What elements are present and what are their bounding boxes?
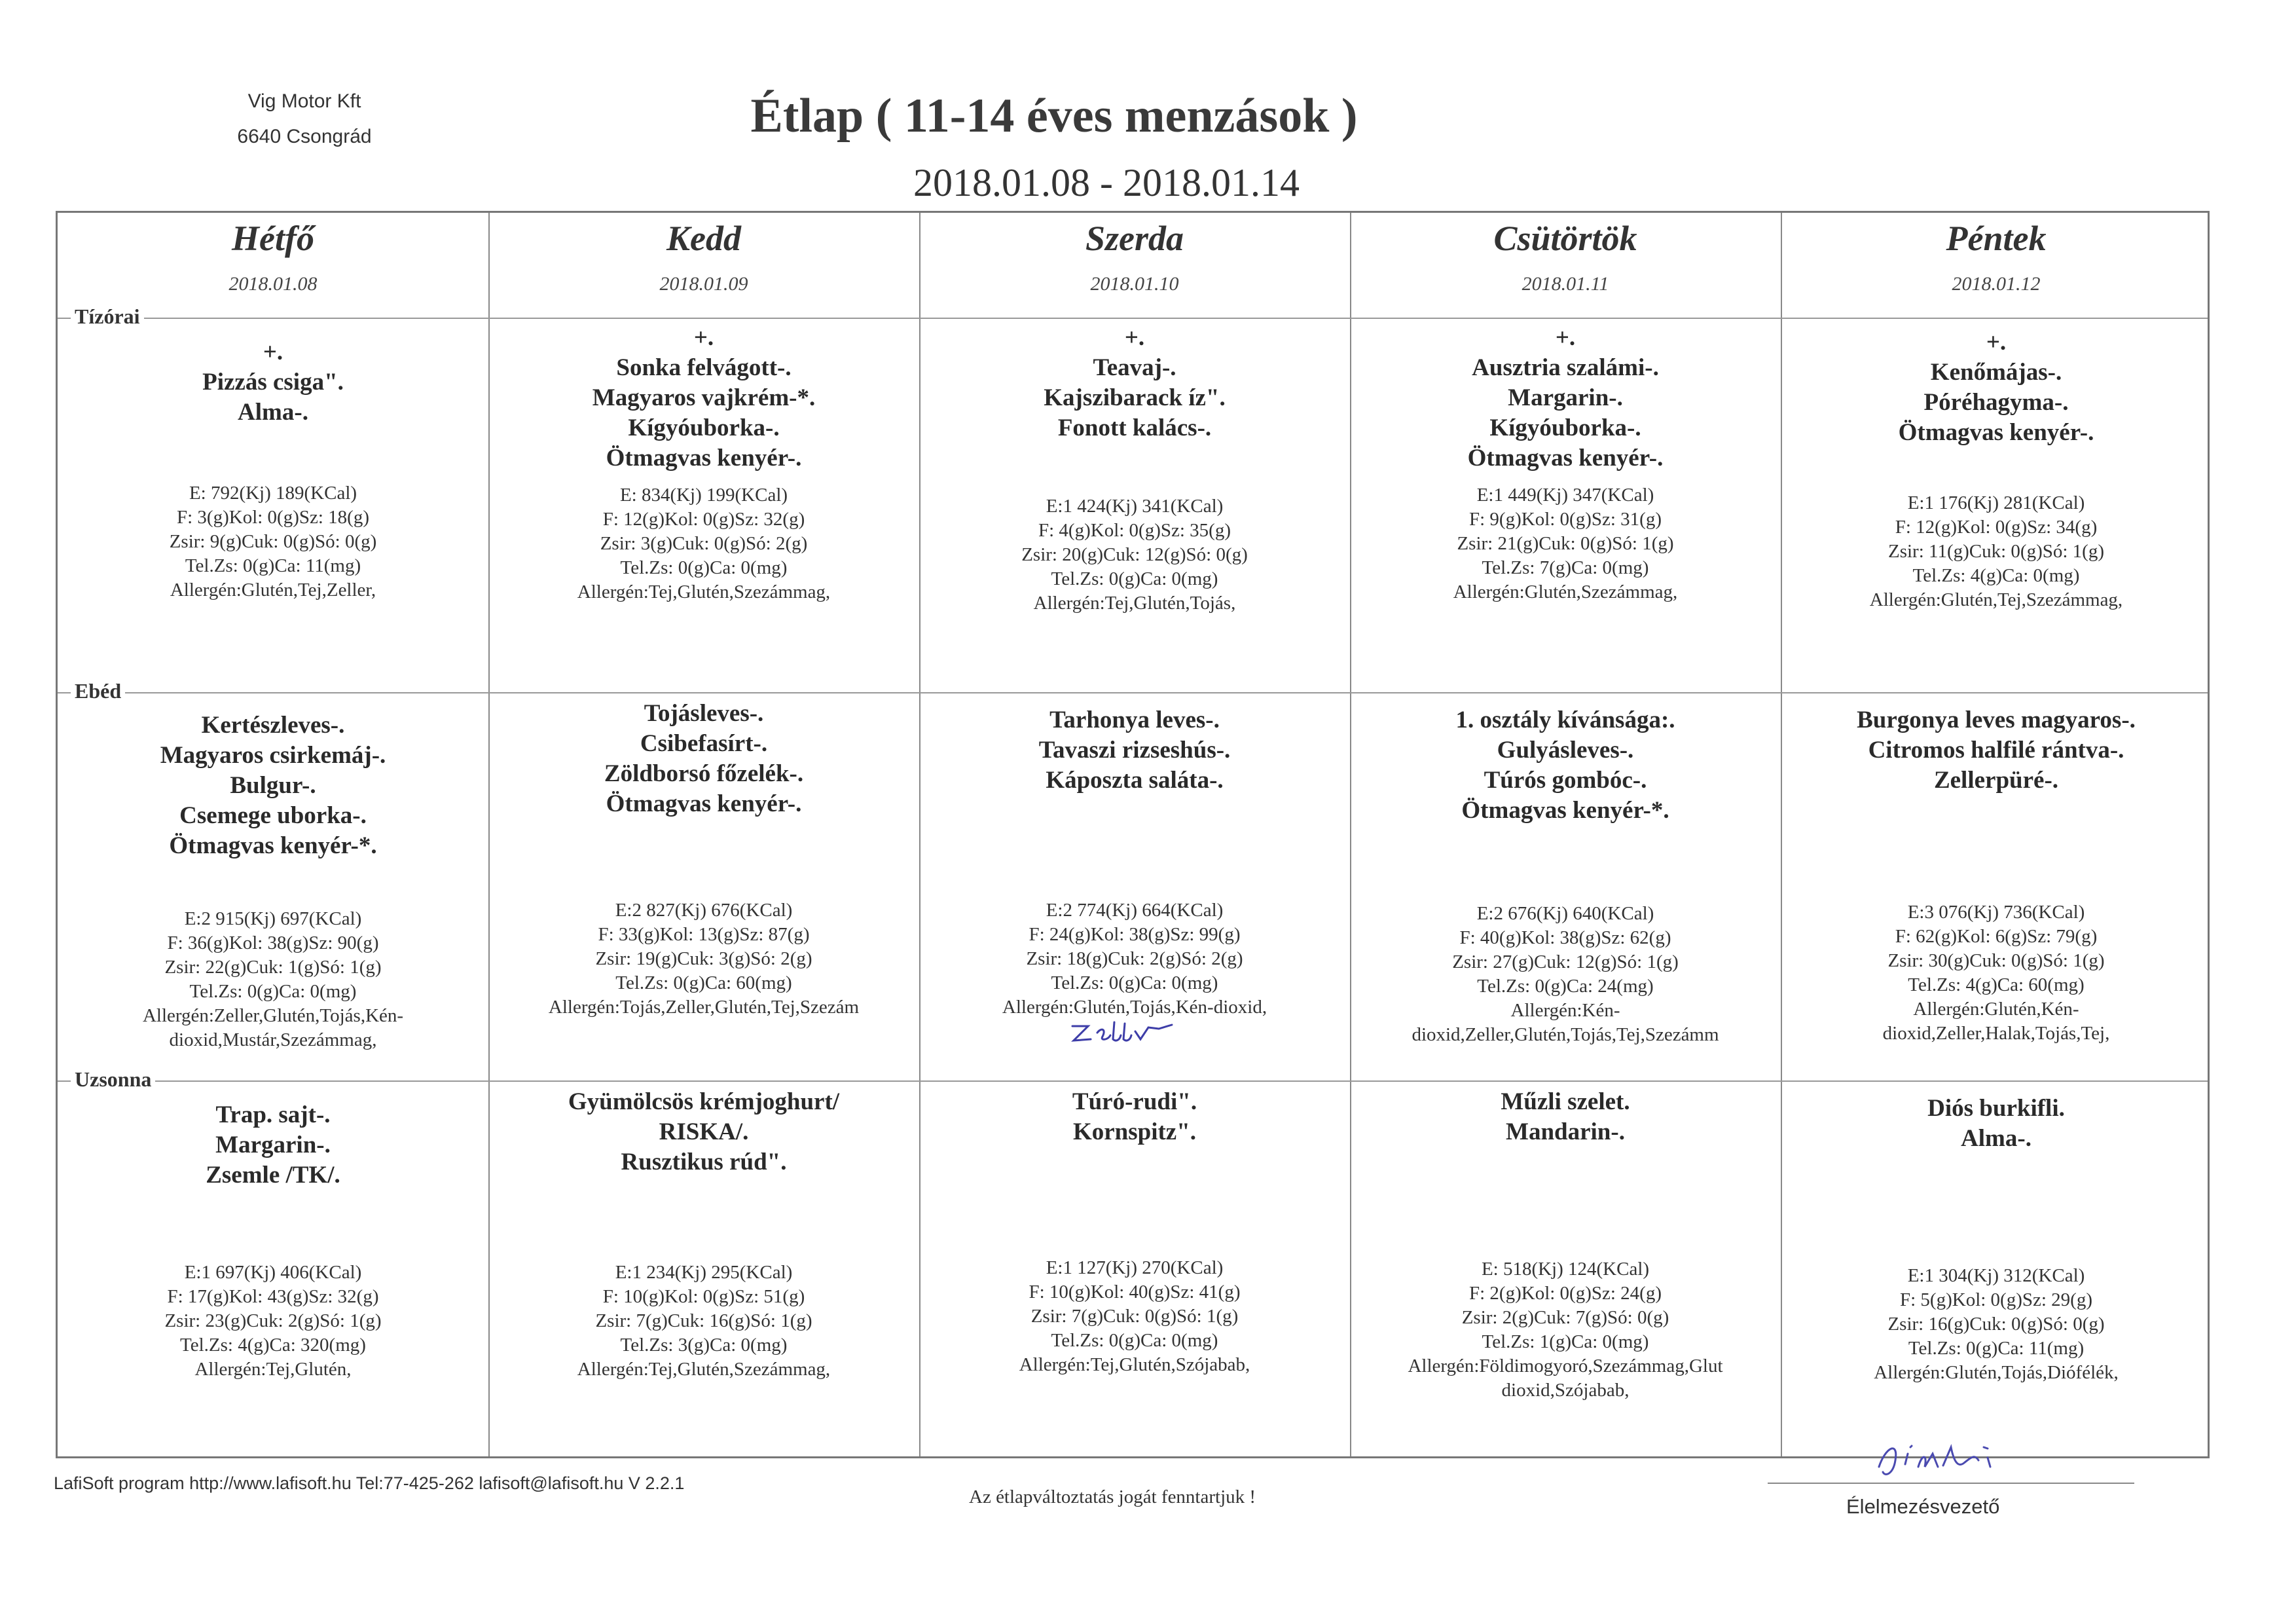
signature-line — [1768, 1483, 2134, 1484]
menu-cell — [58, 1100, 488, 1454]
menu-items: Burgonya leves magyaros-. Citromos halfilé rántva-. Zellerpüré-. — [1857, 707, 2136, 794]
change-notice: Az étlapváltoztatás jogát fenntartjuk ! — [969, 1486, 1256, 1507]
nutrition-info: E: 792(Kj) 189(KCal) F: 3(g)Kol: 0(g)Sz: 18(g) Zsir: 9(g)Cuk: 0(g)Só: 0(g) Tel.Zs: 0(g)Ca: 11(mg) Allergén:Glutén,Tej,Zeller, — [169, 483, 377, 600]
menu-items: +. Pizzás csiga". Alma-. — [202, 339, 344, 426]
software-credit: LafiSoft program http://www.lafisoft.hu Tel:77-425-262 lafisoft@lafisoft.hu V 2.2.1 — [54, 1473, 685, 1493]
meal-label-uzsonna: Uzsonna — [71, 1067, 155, 1092]
company-name: Vig Motor Kft — [247, 90, 361, 112]
menu-cell — [1350, 1087, 1781, 1454]
menu-items: Diós burkifli. Alma-. — [1927, 1095, 2065, 1152]
day-date: 2018.01.11 — [1522, 273, 1609, 295]
date-range: 2018.01.08 - 2018.01.14 — [913, 161, 1300, 204]
nutrition-info: E:2 827(Kj) 676(KCal) F: 33(g)Kol: 13(g)Sz: 87(g) Zsir: 19(g)Cuk: 3(g)Só: 2(g) Tel.Zs: 0(g)Ca: 60(mg) Allergén:Tojás,Zeller,Glutén,Tej,Szezám — [548, 900, 860, 1018]
nutrition-info: E:2 915(Kj) 697(KCal) F: 36(g)Kol: 38(g)Sz: 90(g) Zsir: 22(g)Cuk: 1(g)Só: 1(g) Tel.Zs: 0(g)Ca: 0(mg) Allergén:Zeller,Glutén,Tojás,Kén- dioxid,Mustár,Szezámmag, — [142, 908, 404, 1050]
day-date: 2018.01.12 — [1952, 273, 2041, 295]
menu-cell — [58, 337, 488, 691]
menu-items: Tarhonya leves-. Tavaszi rizseshús-. Káposzta saláta-. — [1038, 707, 1231, 794]
day-date: 2018.01.08 — [228, 273, 318, 295]
menu-cell — [1350, 323, 1781, 690]
signer-role: Élelmezésvezető — [1846, 1495, 2000, 1518]
nutrition-info: E:1 304(Kj) 312(KCal) F: 5(g)Kol: 0(g)Sz: 29(g) Zsir: 16(g)Cuk: 0(g)Só: 0(g) Tel.Zs: 0(g)Ca: 11(mg) Allergén:Glutén,Tojás,Diófélék, — [1874, 1265, 2119, 1383]
signature — [1859, 1434, 2030, 1486]
day-header-csutortok — [1350, 213, 1781, 311]
menu-cell — [488, 323, 919, 690]
company-address: 6640 Csongrád — [237, 126, 372, 147]
menu-items: Tojásleves-. Csibefasírt-. Zöldborsó főzelék-. Ötmagvas kenyér-. — [604, 700, 804, 817]
menu-items: Túró-rudi". Kornspitz". — [1072, 1088, 1197, 1145]
menu-cell — [1781, 1094, 2212, 1454]
menu-items: +. Kenőmájas-. Póréhagyma-. Ötmagvas kenyér-. — [1898, 329, 2094, 446]
menu-items: Trap. sajt-. Margarin-. Zsemle /TK/. — [206, 1101, 340, 1189]
handwritten-note — [1067, 1018, 1178, 1048]
menu-cell — [1781, 327, 2212, 694]
menu-items: Gyümölcsös krémjoghurt/ RISKA/. Rusztikus rúd". — [568, 1088, 840, 1175]
day-name: Hétfő — [232, 219, 314, 258]
company-block — [196, 84, 412, 155]
nutrition-info: E:1 127(Kj) 270(KCal) F: 10(g)Kol: 40(g)Sz: 41(g) Zsir: 7(g)Cuk: 0(g)Só: 1(g) Tel.Zs: 0(g)Ca: 0(mg) Allergén:Tej,Glutén,Szójabab, — [1019, 1257, 1250, 1375]
nutrition-info: E:3 076(Kj) 736(KCal) F: 62(g)Kol: 6(g)Sz: 79(g) Zsir: 30(g)Cuk: 0(g)Só: 1(g) Tel.Zs: 4(g)Ca: 60(mg) Allergén:Glutén,Kén- dioxid,Zeller,Halak,Tojás,Tej, — [1882, 902, 2110, 1044]
nutrition-info: E:2 676(Kj) 640(KCal) F: 40(g)Kol: 38(g)Sz: 62(g) Zsir: 27(g)Cuk: 12(g)Só: 1(g) Tel.Zs: 0(g)Ca: 24(mg) Allergén:Kén- dioxid,Zeller,Glutén,Tojás,Tej,Szezámm — [1412, 903, 1719, 1045]
nutrition-info: E:1 234(Kj) 295(KCal) F: 10(g)Kol: 0(g)Sz: 51(g) Zsir: 7(g)Cuk: 16(g)Só: 1(g) Tel.Zs: 3(g)Ca: 0(mg) Allergén:Tej,Glutén,Szezámmag, — [577, 1262, 831, 1380]
row-divider — [58, 318, 2208, 319]
day-name: Kedd — [666, 219, 741, 258]
menu-table — [56, 211, 2210, 1458]
menu-items: +. Teavaj-. Kajszibarack íz". Fonott kalács-. — [1044, 324, 1226, 441]
nutrition-info: E:1 449(Kj) 347(KCal) F: 9(g)Kol: 0(g)Sz: 31(g) Zsir: 21(g)Cuk: 0(g)Só: 1(g) Tel.Zs: 7(g)Ca: 0(mg) Allergén:Glutén,Szezámmag, — [1453, 485, 1678, 602]
day-header-pentek — [1781, 213, 2212, 311]
menu-items: Műzli szelet. Mandarin-. — [1501, 1088, 1630, 1145]
menu-items: 1. osztály kívánsága:. Gulyásleves-. Túrós gombóc-. Ötmagvas kenyér-*. — [1455, 707, 1675, 824]
menu-cell — [488, 699, 919, 1079]
menu-cell — [488, 1087, 919, 1454]
row-divider — [58, 1080, 2208, 1082]
page-title: Étlap ( 11-14 éves menzások ) — [750, 89, 1358, 143]
menu-cell — [919, 323, 1350, 690]
menu-items: Kertészleves-. Magyaros csirkemáj-. Bulgur-. Csemege uborka-. Ötmagvas kenyér-*. — [160, 712, 386, 859]
day-name: Péntek — [1946, 219, 2047, 258]
nutrition-info: E:1 176(Kj) 281(KCal) F: 12(g)Kol: 0(g)Sz: 34(g) Zsir: 11(g)Cuk: 0(g)Só: 1(g) Tel.Zs: 4(g)Ca: 0(mg) Allergén:Glutén,Tej,Szezámmag, — [1869, 492, 2123, 610]
menu-cell — [919, 1087, 1350, 1454]
nutrition-info: E: 834(Kj) 199(KCal) F: 12(g)Kol: 0(g)Sz: 32(g) Zsir: 3(g)Cuk: 0(g)Só: 2(g) Tel.Zs: 0(g)Ca: 0(mg) Allergén:Tej,Glutén,Szezámmag, — [577, 485, 831, 602]
nutrition-info: E:1 697(Kj) 406(KCal) F: 17(g)Kol: 43(g)Sz: 32(g) Zsir: 23(g)Cuk: 2(g)Só: 1(g) Tel.Zs: 4(g)Ca: 320(mg) Allergén:Tej,Glutén, — [164, 1262, 382, 1380]
day-date: 2018.01.10 — [1090, 273, 1179, 295]
nutrition-info: E:2 774(Kj) 664(KCal) F: 24(g)Kol: 38(g)Sz: 99(g) Zsir: 18(g)Cuk: 2(g)Só: 2(g) Tel.Zs: 0(g)Ca: 0(mg) Allergén:Glutén,Tojás,Kén-dioxid, — [1002, 900, 1267, 1018]
menu-cell — [58, 710, 488, 1077]
day-date: 2018.01.09 — [659, 273, 748, 295]
day-header-kedd — [488, 213, 919, 311]
day-name: Szerda — [1085, 219, 1184, 258]
meal-label-ebed: Ebéd — [71, 679, 125, 703]
day-header-hetfo — [58, 213, 488, 311]
meal-label-tizorai: Tízórai — [71, 304, 144, 329]
day-header-szerda — [919, 213, 1350, 311]
menu-items: +. Ausztria szalámi-. Margarin-. Kígyóuborka-. Ötmagvas kenyér-. — [1467, 324, 1664, 471]
nutrition-info: E: 518(Kj) 124(KCal) F: 2(g)Kol: 0(g)Sz: 24(g) Zsir: 2(g)Cuk: 7(g)Só: 0(g) Tel.Zs: 1(g)Ca: 0(mg) Allergén:Földimogyoró,Szezámmag,Glut dioxid,Szójabab, — [1408, 1259, 1723, 1401]
menu-cell — [1350, 705, 1781, 1079]
menu-items: +. Sonka felvágott-. Magyaros vajkrém-*. Kígyóuborka-. Ötmagvas kenyér-. — [592, 324, 816, 471]
day-name: Csütörtök — [1493, 219, 1637, 258]
menu-cell — [1781, 705, 2212, 1079]
nutrition-info: E:1 424(Kj) 341(KCal) F: 4(g)Kol: 0(g)Sz: 35(g) Zsir: 20(g)Cuk: 12(g)Só: 0(g) Tel.Zs: 0(g)Ca: 0(mg) Allergén:Tej,Glutén,Tojás, — [1021, 496, 1248, 614]
